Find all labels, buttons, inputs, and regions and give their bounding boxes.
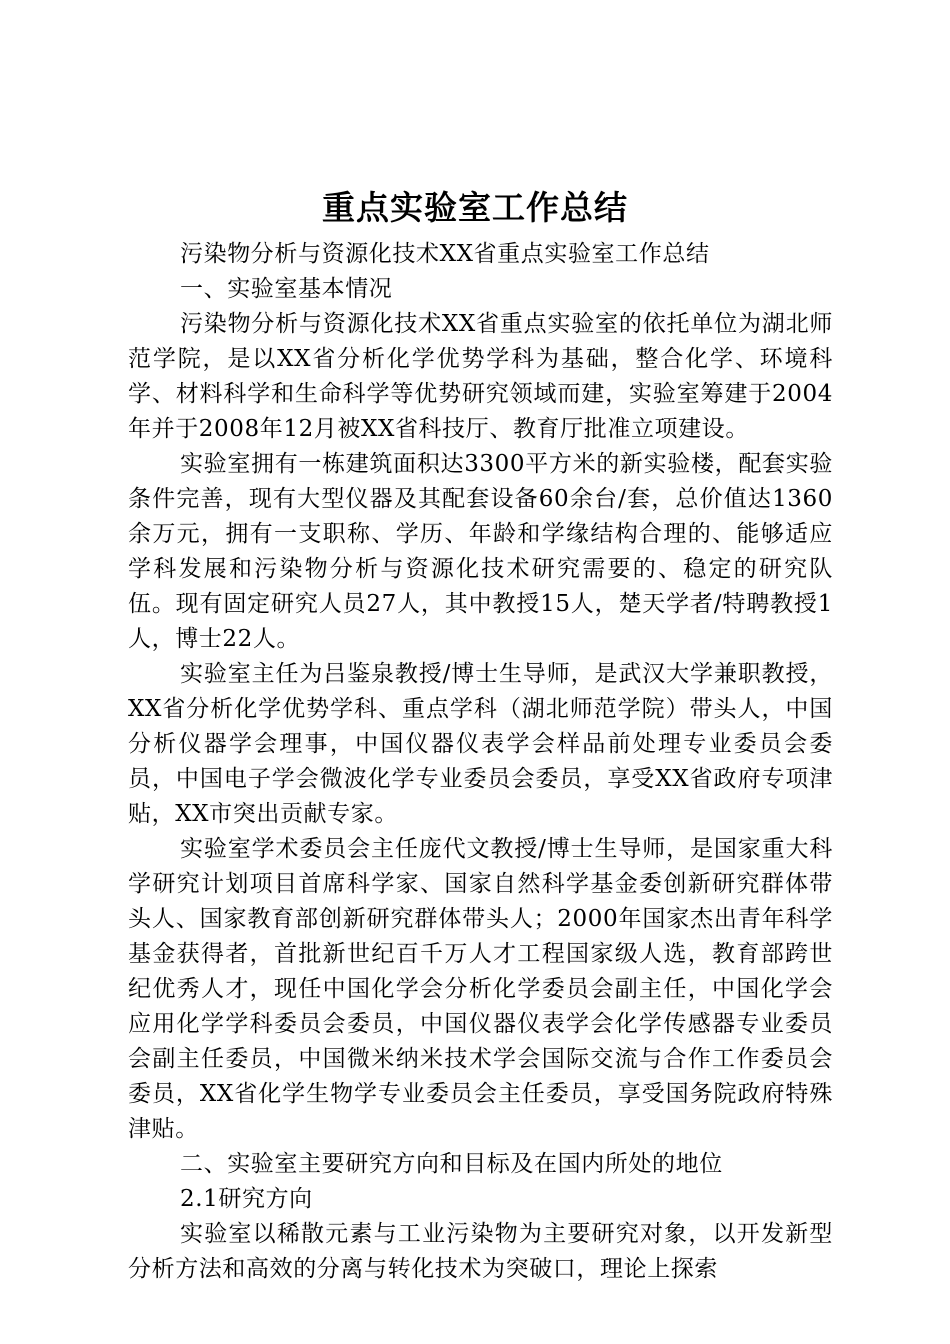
document-subtitle: 污染物分析与资源化技术XX省重点实验室工作总结 [180, 241, 710, 267]
paragraph-facilities: 实验室拥有一栋建筑面积达3300平方米的新实验楼，配套实验条件完善，现有大型仪器及其配套设备60余台/套，总价值达1360余万元，拥有一支职称、学历、年龄和学缘结构合理的、能够适应学科发展和污染物分析与资源化技术研究需要的、稳定的研究队伍。现有固定研究人员27人，其中教授15人，楚天学者/特聘教授1人，博士22人。 [128, 451, 833, 652]
paragraph-director: 实验室主任为吕鉴泉教授/博士生导师，是武汉大学兼职教授，XX省分析化学优势学科、重点学科（湖北师范学院）带头人，中国分析仪器学会理事，中国仪器仪表学会样品前处理专业委员会委员，中国电子学会微波化学专业委员会委员，享受XX省政府专项津贴，XX市突出贡献专家。 [128, 661, 833, 827]
paragraph-academic-committee: 实验室学术委员会主任庞代文教授/博士生导师，是国家重大科学研究计划项目首席科学家、国家自然科学基金委创新研究群体带头人、国家教育部创新研究群体带头人；2000年国家杰出青年科学基金获得者，首批新世纪百千万人才工程国家级人选，教育部跨世纪优秀人才，现任中国化学会分析化学委员会副主任，中国化学会应用化学学科委员会委员，中国仪器仪表学会化学传感器专业委员会副主任委员，中国微米纳米技术学会国际交流与合作工作委员会委员，XX省化学生物学专业委员会主任委员，享受国务院政府特殊津贴。 [128, 836, 833, 1142]
section-heading-basic-info: 一、实验室基本情况 [180, 276, 393, 302]
paragraph-research-focus: 实验室以稀散元素与工业污染物为主要研究对象，以开发新型分析方法和高效的分离与转化技术为突破口，理论上探索 [128, 1221, 833, 1282]
document-title: 重点实验室工作总结 [322, 188, 628, 227]
subsection-heading-2-1: 2.1研究方向 [180, 1186, 313, 1212]
paragraph-host-unit: 污染物分析与资源化技术XX省重点实验室的依托单位为湖北师范学院，是以XX省分析化学优势学科为基础，整合化学、环境科学、材料科学和生命科学等优势研究领域而建，实验室筹建于2004年并于2008年12月被XX省科技厅、教育厅批准立项建设。 [128, 311, 833, 442]
document-body [128, 237, 833, 1287]
section-heading-research-direction: 二、实验室主要研究方向和目标及在国内所处的地位 [180, 1151, 723, 1177]
